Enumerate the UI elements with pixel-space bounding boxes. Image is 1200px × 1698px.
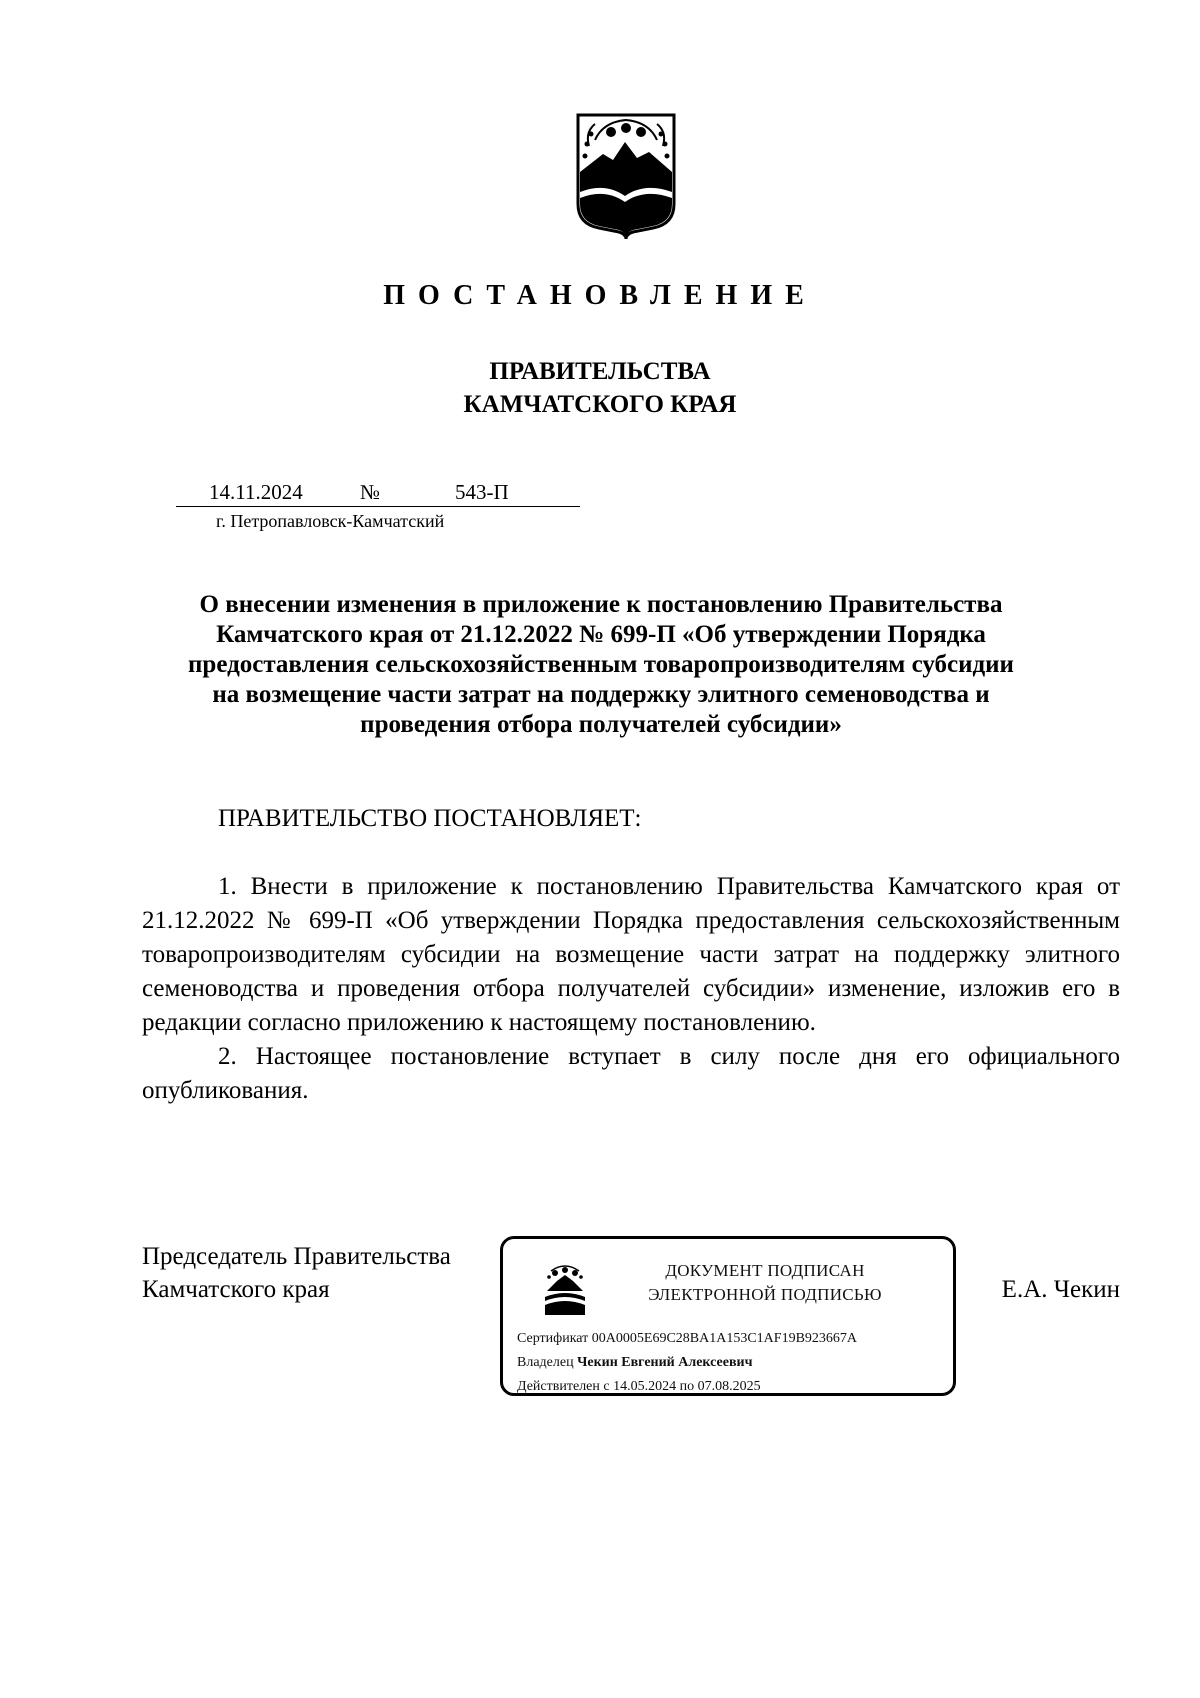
document-number: 543-П: [455, 480, 509, 504]
owner-row: [517, 1351, 857, 1375]
stamp-heading-line-1: ДОКУМЕНТ ПОДПИСАН: [665, 1261, 865, 1280]
valid-to: 07.08.2025: [697, 1379, 761, 1394]
document-body: [142, 870, 1120, 1108]
issuing-authority: [0, 355, 1200, 421]
signatory-position: [142, 1240, 451, 1306]
position-line-1: Председатель Правительства: [142, 1243, 451, 1270]
stamp-details: [517, 1327, 857, 1399]
valid-from: 14.05.2024: [613, 1379, 677, 1394]
body-item-1: 1. Внести в приложение к постановлению Правительства Камчатского края от 21.12.2022 № 699-П «Об утверждении Порядка предоставления сельскохозяйственным товаропроизводителям субсидии на возмещение части затрат на поддержку элитного семеноводства и проведения отбора получателей субсидии» изменение, изложив его в редакции согласно приложению к настоящему постановлению.: [142, 873, 1120, 1036]
title-line: проведения отбора получателей субсидии»: [360, 711, 842, 738]
valid-label: Действителен с: [517, 1379, 610, 1394]
valid-to-label: по: [679, 1379, 695, 1394]
kamchatka-coat-of-arms-icon: [575, 112, 677, 240]
electronic-signature-stamp: [500, 1236, 956, 1396]
body-item-2: 2. Настоящее постановление вступает в силу после дня его официального опубликования.: [142, 1043, 1120, 1104]
issue-city: г. Петропавловск-Камчатский: [216, 511, 445, 531]
title-line: О внесении изменения в приложение к постановлению Правительства: [199, 591, 1003, 618]
document-title: [145, 590, 1057, 740]
stamp-heading-line-2: ЭЛЕКТРОННОЙ ПОДПИСЬЮ: [648, 1285, 882, 1304]
position-line-2: Камчатского края: [142, 1276, 330, 1303]
certificate-value: 00A0005E69C28BA1A153C1AF19B923667A: [591, 1331, 858, 1346]
certificate-row: [517, 1327, 857, 1351]
signatory-name: Е.А. Чекин: [1001, 1276, 1120, 1303]
title-line: предоставления сельскохозяйственным товаропроизводителям субсидии: [188, 651, 1014, 678]
decree-phrase: ПРАВИТЕЛЬСТВО ПОСТАНОВЛЯЕТ:: [218, 805, 642, 832]
title-line: Камчатского края от 21.12.2022 № 699-П «Об утверждении Порядка: [216, 621, 986, 648]
registration-line: [176, 480, 580, 507]
certificate-label: Сертификат: [517, 1331, 589, 1346]
owner-value: Чекин Евгений Алексеевич: [577, 1355, 753, 1370]
number-sign: №: [360, 480, 381, 504]
title-line: на возмещение части затрат на поддержку элитного семеноводства и: [212, 681, 990, 708]
document-type-heading: ПОСТАНОВЛЕНИЕ: [383, 280, 817, 311]
kamchatka-coat-of-arms-small-icon: [541, 1261, 589, 1317]
stamp-heading: [605, 1259, 925, 1307]
validity-row: [517, 1375, 857, 1399]
authority-line-2: КАМЧАТСКОГО КРАЯ: [463, 391, 737, 418]
owner-label: Владелец: [517, 1355, 574, 1370]
authority-line-1: ПРАВИТЕЛЬСТВА: [489, 358, 711, 385]
document-date: 14.11.2024: [209, 480, 303, 504]
